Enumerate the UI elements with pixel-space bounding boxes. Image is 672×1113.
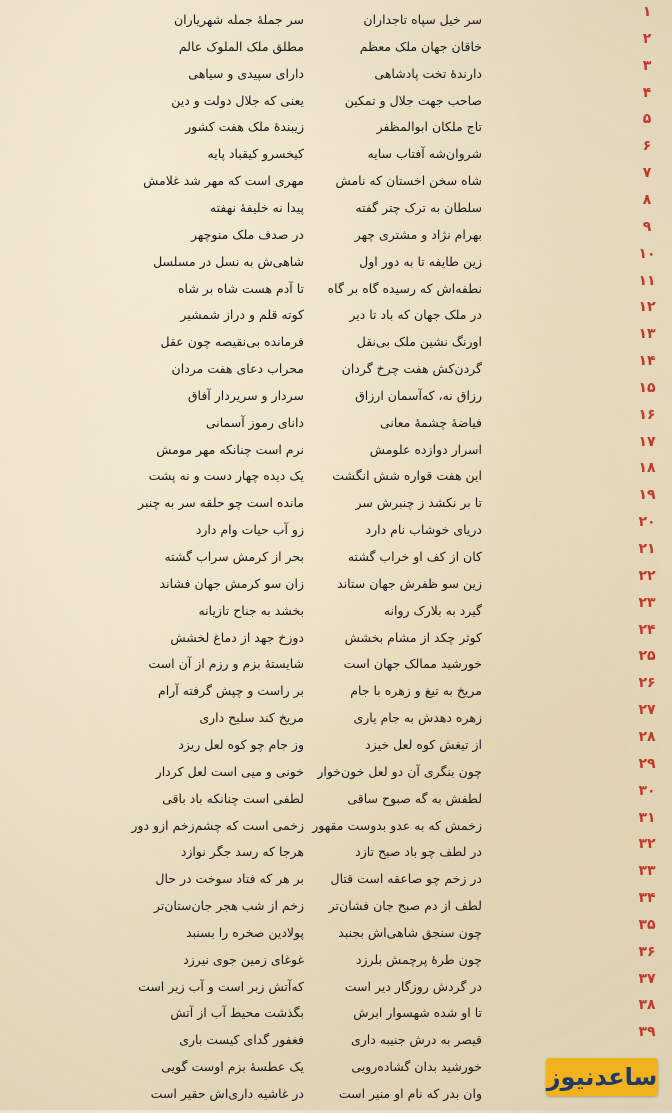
- second-hemistich: فرمانده بی‌نقیصه چون عقل: [160, 334, 304, 350]
- second-hemistich: یعنی که جلال دولت و دین: [171, 92, 304, 108]
- verse-number: ۱۲: [638, 299, 656, 316]
- verse-row: [0, 541, 672, 576]
- first-hemistich: خورشید ممالک جهان است: [343, 656, 482, 672]
- verse-row: [0, 326, 672, 361]
- verse-number: ۹: [642, 218, 652, 235]
- verse-row: [0, 245, 672, 281]
- first-hemistich: رزاق نه، که‌آسمان ارزاق: [355, 387, 482, 403]
- second-hemistich: زخمی است که چشم‌زخم ازو دور: [131, 817, 304, 833]
- verse-number: ۱۷: [638, 433, 656, 450]
- verse-row: [0, 1024, 672, 1059]
- second-hemistich: وز جام چو کوه لعل ریزد: [178, 736, 304, 752]
- verse-number: ۳۷: [638, 970, 656, 987]
- verse-row: [0, 30, 672, 66]
- verse-row: [0, 621, 672, 657]
- first-hemistich: در ملک جهان که باد تا دیر: [349, 307, 482, 323]
- second-hemistich: کیخسرو کیقباد پایه: [207, 146, 304, 162]
- first-hemistich: وان بدر که نام او منیر است: [338, 1086, 482, 1101]
- verse-row: [0, 353, 672, 388]
- second-hemistich: زیبندهٔ ملک هفت کشور: [185, 119, 304, 135]
- verse-number: ۳۶: [638, 943, 656, 960]
- first-hemistich: اورنگ نشین ملک بی‌نقل: [356, 334, 482, 350]
- second-hemistich: تا آدم هست شاه بر شاه: [178, 280, 304, 296]
- verse-row: [0, 4, 672, 39]
- first-hemistich: گیرد به بلارک روانه: [383, 602, 482, 618]
- second-hemistich: در صدف ملک منوچهر: [191, 226, 304, 242]
- verse-number: ۲: [642, 30, 652, 47]
- verse-number: ۳۳: [638, 863, 656, 880]
- first-hemistich: زین طایفه تا به دور اول: [359, 253, 482, 269]
- first-hemistich: خورشید بدان گشاده‌رویی: [351, 1059, 482, 1075]
- first-hemistich: تا بر نکشد ز چنبرش سر: [355, 495, 482, 511]
- verse-number: ۳: [642, 57, 652, 74]
- second-hemistich: غوغای زمین جوی نیرزد: [183, 951, 304, 967]
- verse-row: [0, 648, 672, 683]
- first-hemistich: نطفه‌اش که رسیده گاه بر گاه: [327, 280, 482, 296]
- verse-row: [0, 594, 672, 630]
- verse-number: ۳۹: [638, 1024, 656, 1041]
- verse-row: [0, 84, 672, 120]
- second-hemistich: دانای رموز آسمانی: [205, 414, 304, 430]
- verse-number: ۳۰: [638, 782, 656, 799]
- second-hemistich: پیدا نه خلیفهٔ نهفته: [209, 199, 304, 215]
- second-hemistich: بگذشت محیط آب از آتش: [170, 1005, 304, 1021]
- verse-row: [0, 863, 672, 898]
- verse-number: ۱۵: [638, 379, 656, 396]
- verse-row: [0, 943, 672, 979]
- verse-number: ۳۲: [638, 836, 656, 853]
- verse-number: ۲۹: [638, 755, 656, 772]
- verse-row: [0, 138, 672, 173]
- verse-row: [0, 997, 672, 1032]
- verse-row: [0, 567, 672, 603]
- verse-number: ۱۶: [638, 406, 656, 423]
- first-hemistich: در زخم چو صاعقه است قتال: [330, 871, 482, 887]
- verse-number: ۲۶: [638, 675, 656, 692]
- first-hemistich: از تیغش کوه لعل خیزد: [365, 736, 482, 752]
- second-hemistich: بر راست و چپش گرفته آرام: [158, 683, 304, 699]
- verse-row: [0, 890, 672, 925]
- first-hemistich: زخمش که به عدو بدوست مقهور: [312, 817, 482, 833]
- verse-row: [0, 702, 672, 737]
- second-hemistich: نرم است چنانکه مهر مومش: [156, 441, 304, 457]
- first-hemistich: اسرار دوازده علومش: [369, 441, 482, 457]
- first-hemistich: تا او شده شهسوار ابرش: [353, 1005, 482, 1021]
- verse-number: ۷: [642, 165, 652, 182]
- first-hemistich: چون سنجق شاهی‌اش بجنبد: [338, 924, 482, 940]
- second-hemistich: بحر از کرمش سراب گشته: [164, 549, 304, 564]
- first-hemistich: دریای خوشاب نام دارد: [365, 522, 482, 538]
- verse-number: ۳۴: [638, 890, 656, 907]
- first-hemistich: بهرام نژاد و مشتری چهر: [354, 226, 482, 242]
- verse-number: ۳۸: [638, 997, 656, 1014]
- verse-row: [0, 916, 672, 952]
- verse-number: ۶: [642, 138, 652, 155]
- second-hemistich: زان سو کرمش جهان فشاند: [159, 575, 304, 591]
- second-hemistich: لطفی است چنانکه باد باقی: [162, 790, 304, 806]
- first-hemistich: چون طرهٔ پرچمش بلرزد: [355, 951, 482, 967]
- verse-number: ۱۴: [638, 353, 656, 370]
- first-hemistich: لطفش به گه صبوح ساقی: [347, 790, 482, 806]
- second-hemistich: شایستهٔ بزم و رزم از آن است: [148, 656, 304, 672]
- verse-row: [0, 487, 672, 522]
- second-hemistich: کوته قلم و دراز شمشیر: [180, 307, 304, 323]
- verse-row: [0, 111, 672, 146]
- second-hemistich: سردار و سریردار آفاق: [187, 387, 304, 403]
- first-hemistich: دارندهٔ تخت پادشاهی: [374, 65, 482, 81]
- second-hemistich: در غاشیه داری‌اش حقیر است: [150, 1086, 304, 1101]
- second-hemistich: که‌آتش زبر است و آب زیر است: [138, 978, 304, 994]
- verse-row: [0, 299, 672, 334]
- first-hemistich: خاقان جهان ملک معظم: [359, 38, 482, 54]
- first-hemistich: کان از کف او خراب گشته: [347, 549, 482, 564]
- verse-number: ۲۰: [638, 514, 656, 531]
- second-hemistich: بر هر که فتاد سوخت در حال: [155, 871, 304, 887]
- verse-row: [0, 191, 672, 227]
- second-hemistich: زو آب حیات وام دارد: [195, 522, 304, 538]
- first-hemistich: فیاضهٔ چشمهٔ معانی: [379, 414, 482, 430]
- saednews-logo: ساعدنیوز: [546, 1058, 658, 1096]
- second-hemistich: پولادین صخره را بسنبد: [186, 924, 304, 940]
- first-hemistich: زهره دهدش به جام یاری: [353, 710, 482, 726]
- verse-row: [0, 675, 672, 710]
- verse-number: ۱۸: [638, 460, 656, 477]
- first-hemistich: این هفت قواره شش انگشت: [332, 468, 482, 484]
- first-hemistich: قیصر به درش جنیبه داری: [350, 1032, 482, 1048]
- first-hemistich: مریخ به تیغ و زهره با جام: [350, 683, 482, 699]
- second-hemistich: خونی و میی است لعل کردار: [155, 763, 304, 779]
- first-hemistich: لطف از دم صبح جان فشان‌تر: [328, 898, 482, 914]
- verse-row: [0, 379, 672, 415]
- verse-row: [0, 218, 672, 254]
- verse-row: [0, 460, 672, 495]
- verse-row: [0, 970, 672, 1006]
- first-hemistich: شروان‌شه آفتاب سایه: [367, 146, 482, 162]
- first-hemistich: گردن‌کش هفت چرخ گردان: [341, 361, 482, 377]
- verse-row: [0, 514, 672, 549]
- first-hemistich: در گردش روزگار دیر است: [344, 978, 482, 994]
- verse-number: ۵: [642, 111, 652, 128]
- verse-number: ۲۲: [638, 567, 656, 584]
- first-hemistich: چون بنگری آن دو لعل خون‌خوار: [317, 763, 482, 779]
- second-hemistich: زخم از شب هجر جان‌ستان‌تر: [153, 898, 304, 914]
- first-hemistich: صاحب جهت جلال و تمکین: [344, 92, 482, 108]
- verse-row: [0, 809, 672, 845]
- verse-number: ۲۵: [638, 648, 656, 665]
- verse-row: [0, 406, 672, 442]
- verse-number: ۱: [642, 4, 652, 20]
- second-hemistich: دارای سپیدی و سیاهی: [188, 65, 304, 81]
- second-hemistich: فغفور گدای کیست باری: [179, 1032, 304, 1048]
- second-hemistich: هرجا که رسد جگر نوازد: [180, 844, 304, 860]
- second-hemistich: شاهی‌ش به نسل در مسلسل: [153, 253, 304, 269]
- second-hemistich: بخشد به جناح تازیانه: [198, 602, 304, 618]
- first-hemistich: سلطان به ترک چتر گفته: [355, 199, 482, 215]
- verse-number: ۲۱: [638, 541, 656, 557]
- second-hemistich: مطلق ملک الملوک عالم: [178, 38, 304, 54]
- verse-row: [0, 433, 672, 469]
- verse-row: [0, 782, 672, 818]
- second-hemistich: مهری است که مهر شد غلامش: [143, 173, 304, 189]
- verse-number: ۲۸: [638, 728, 656, 745]
- first-hemistich: سر خیل سپاه تاجداران: [363, 12, 482, 27]
- verse-row: [0, 165, 672, 200]
- second-hemistich: دوزخ جهد از دماغ لخشش: [170, 629, 304, 645]
- verse-row: [0, 57, 672, 93]
- second-hemistich: سر جملهٔ جمله شهریاران: [174, 12, 304, 27]
- verse-number: ۳۵: [638, 916, 656, 933]
- verse-number: ۱۱: [638, 272, 656, 289]
- verse-number: ۴: [642, 84, 652, 101]
- verse-row: [0, 755, 672, 791]
- first-hemistich: کوثر چکد از مشام بخشش: [344, 629, 482, 645]
- first-hemistich: در لطف چو باد صبح تازد: [355, 844, 482, 860]
- verse-row: [0, 272, 672, 308]
- first-hemistich: تاج ملکان ابوالمظفر: [376, 119, 482, 135]
- first-hemistich: زین سو ظفرش جهان ستاند: [337, 575, 482, 591]
- second-hemistich: یک دیده چهار دست و نه پشت: [148, 468, 304, 484]
- verse-row: [0, 836, 672, 871]
- verse-number: ۸: [642, 191, 652, 208]
- second-hemistich: یک عطسهٔ بزم اوست گویی: [161, 1059, 304, 1075]
- verse-number: ۳۱: [638, 809, 656, 826]
- verse-number: ۲۷: [638, 702, 656, 719]
- verse-number: ۲۳: [638, 594, 656, 611]
- verse-number: ۱۹: [638, 487, 656, 504]
- verse-number: ۱۰: [638, 245, 656, 262]
- second-hemistich: محراب دعای هفت مردان: [171, 361, 304, 377]
- second-hemistich: مانده است چو حلقه سر به چنبر: [138, 495, 304, 511]
- verse-number: ۱۳: [638, 326, 656, 343]
- first-hemistich: شاه سخن اخستان که نامش: [335, 173, 482, 189]
- second-hemistich: مریخ کند سلیح داری: [199, 710, 304, 726]
- verse-number: ۲۴: [638, 621, 656, 638]
- verse-row: [0, 728, 672, 764]
